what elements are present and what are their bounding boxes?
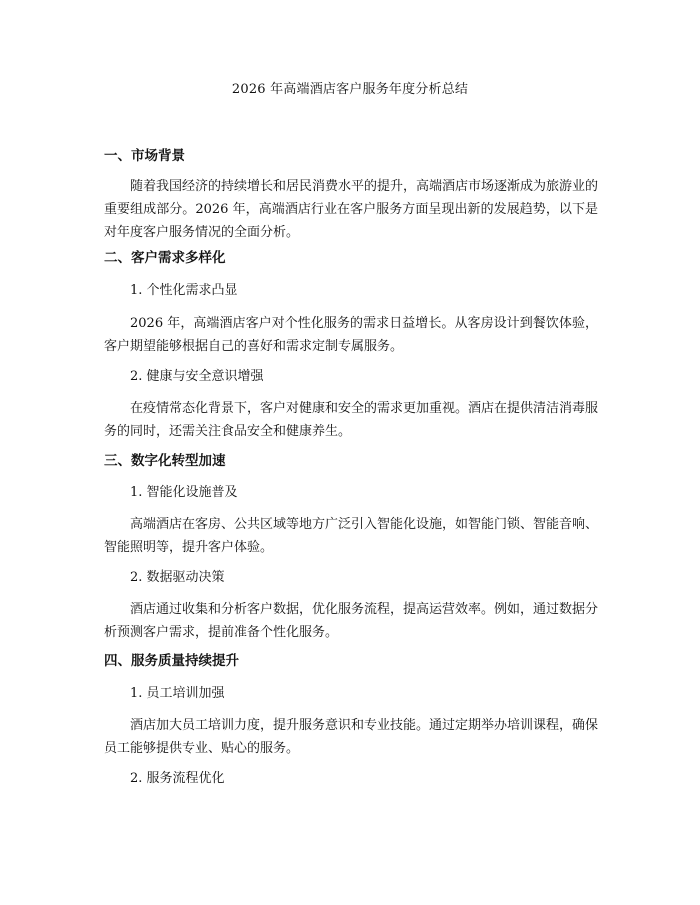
- paragraph-data-driven: 酒店通过收集和分析客户数据，优化服务流程，提高运营效率。例如，通过数据分析预测客户需求，提前准备个性化服务。: [104, 602, 599, 640]
- section-heading-digital-transformation: 三、数字化转型加速: [104, 453, 226, 469]
- section-heading-market-background: 一、市场背景: [104, 148, 185, 164]
- paragraph-health-safety: 在疫情常态化背景下，客户对健康和安全的需求更加重视。酒店在提供清洁消毒服务的同时，还需关注食品安全和健康养生。: [104, 401, 599, 439]
- subheading-personalization: 1. 个性化需求凸显: [130, 283, 238, 298]
- subheading-smart-facilities: 1. 智能化设施普及: [130, 485, 238, 500]
- document-title: 2026 年高端酒店客户服务年度分析总结: [231, 82, 469, 97]
- subheading-data-driven: 2. 数据驱动决策: [130, 570, 225, 585]
- section-heading-service-quality: 四、服务质量持续提升: [104, 653, 239, 669]
- paragraph-smart-facilities: 高端酒店在客房、公共区域等地方广泛引入智能化设施，如智能门锁、智能音响、智能照明等，提升客户体验。: [104, 517, 599, 555]
- subheading-process-optimization: 2. 服务流程优化: [130, 771, 225, 786]
- paragraph-staff-training: 酒店加大员工培训力度，提升服务意识和专业技能。通过定期举办培训课程，确保员工能够提供专业、贴心的服务。: [104, 718, 599, 756]
- subheading-staff-training: 1. 员工培训加强: [130, 686, 225, 701]
- paragraph-personalization: 2026 年，高端酒店客户对个性化服务的需求日益增长。从客房设计到餐饮体验，客户期望能够根据自己的喜好和需求定制专属服务。: [104, 316, 598, 354]
- section-heading-customer-needs: 二、客户需求多样化: [104, 250, 226, 266]
- subheading-health-safety: 2. 健康与安全意识增强: [130, 369, 264, 384]
- section-paragraph-market-background: 随着我国经济的持续增长和居民消费水平的提升，高端酒店市场逐渐成为旅游业的重要组成部分。2026 年，高端酒店行业在客户服务方面呈现出新的发展趋势，以下是对年度客户服务情况的全面分析。: [104, 179, 599, 240]
